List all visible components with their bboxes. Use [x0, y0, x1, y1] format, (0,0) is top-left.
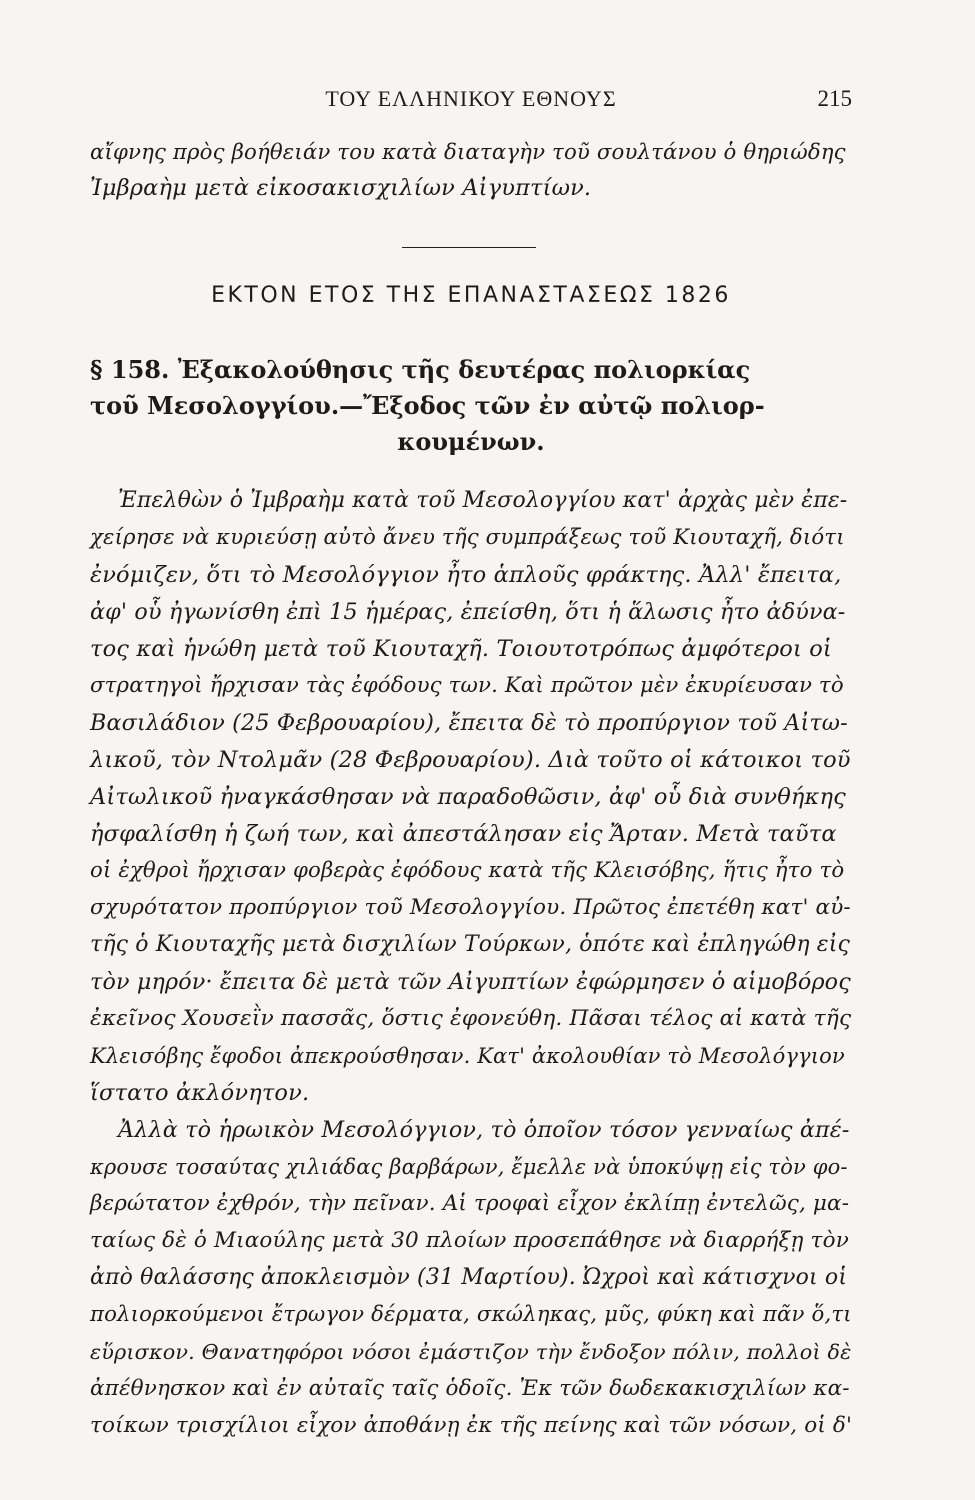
text-line: Ἰμβραὴμ μετὰ εἰκοσακισχιλίων Αἰγυπτίων. [90, 175, 592, 201]
running-head [90, 86, 852, 118]
text-line: Κλεισόβης ἔφοδοι ἀπεκρούσθησαν. Κατ' ἀκολουθίαν τὸ Μεσολόγγιον [90, 1044, 845, 1068]
chapter-heading-line: τοῦ Μεσολογγίου.—Ἔξοδος τῶν ἐν αὐτῷ πολιορ- [90, 391, 765, 420]
text-line: ἠσφαλίσθη ἡ ζωή των, καὶ ἀπεστάλησαν εἰς Ἄρταν. Μετὰ ταῦτα [90, 821, 837, 847]
text-line: Αἰτωλικοῦ ἠναγκάσθησαν νὰ παραδοθῶσιν, ἀφ' οὗ διὰ συνθήκης [90, 784, 846, 810]
text-line: τῆς ὁ Κιουταχῆς μετὰ δισχιλίων Τούρκων, ὁπότε καὶ ἐπληγώθη εἰς [90, 932, 851, 957]
running-title: ΤΟΥ ΕΛΛΗΝΙΚΟΥ ΕΘΝΟΥΣ [325, 86, 617, 111]
text-line: ἀπέθνησκον καὶ ἐν αὐταῖς ταῖς ὁδοῖς. Ἐκ τῶν δωδεκακισχιλίων κα- [90, 1376, 850, 1401]
text-line: χείρησε νὰ κυριεύσῃ αὐτὸ ἄνευ τῆς συμπράξεως τοῦ Κιουταχῆ, διότι [90, 525, 845, 550]
text-line: ἐκεῖνος Χουσεῒν πασσᾶς, ὅστις ἐφονεύθη. Πᾶσαι τέλος αἱ κατὰ τῆς [90, 1006, 852, 1031]
section-title: ΕΚΤΟΝ ΕΤΟΣ ΤΗΣ ΕΠΑΝΑΣΤΑΣΕΩΣ 1826 [211, 283, 731, 308]
text-line: στρατηγοὶ ἤρχισαν τὰς ἐφόδους των. Καὶ πρῶτον μὲν ἐκυρίευσαν τὸ [90, 673, 844, 698]
section-divider [402, 247, 536, 248]
text-line: τὸν μηρόν· ἔπειτα δὲ μετὰ τῶν Αἰγυπτίων ἐφώρμησεν ὁ αἱμοβόρος [90, 969, 851, 995]
text-line: Ἀλλὰ τὸ ἡρωικὸν Μεσολόγγιον, τὸ ὁποῖον τόσον γενναίως ἀπέ- [118, 1117, 850, 1143]
text-line: λικοῦ, τὸν Ντολμᾶν (28 Φεβρουαρίου). Διὰ τοῦτο οἱ κάτοικοι τοῦ [90, 747, 851, 773]
text-line: ἀπὸ θαλάσσης ἀποκλεισμὸν (31 Μαρτίου). Ὠχροὶ καὶ κάτισχνοι οἱ [90, 1265, 848, 1290]
text-line: ἐνόμιζεν, ὅτι τὸ Μεσολόγγιον ἦτο ἁπλοῦς φράκτης. Ἀλλ' ἔπειτα, [90, 562, 842, 588]
text-line: οἱ ἐχθροὶ ἤρχισαν φοβερὰς ἐφόδους κατὰ τῆς Κλεισόβης, ἥτις ἦτο τὸ [90, 858, 845, 883]
text-line: ἀφ' οὗ ἠγωνίσθη ἐπὶ 15 ἡμέρας, ἐπείσθη, ὅτι ἡ ἅλωσις ἦτο ἀδύνα- [90, 599, 846, 625]
text-line: τος καὶ ἡνώθη μετὰ τοῦ Κιουταχῆ. Τοιουτοτρόπως ἀμφότεροι οἱ [90, 636, 832, 662]
text-line: αἴφνης πρὸς βοήθειάν του κατὰ διαταγὴν τοῦ σουλτάνου ὁ θηριώδης [90, 140, 846, 165]
text-line: βερώτατον ἐχθρόν, τὴν πεῖναν. Αἱ τροφαὶ εἶχον ἐκλίπῃ ἐντελῶς, μα- [90, 1191, 850, 1216]
text-line: ταίως δὲ ὁ Μιαούλης μετὰ 30 πλοίων προσεπάθησε νὰ διαρρήξῃ τὸν [90, 1228, 849, 1253]
text-line: τοίκων τρισχίλιοι εἶχον ἀποθάνῃ ἐκ τῆς πείνης καὶ τῶν νόσων, οἱ δ' [90, 1413, 853, 1438]
text-line: ἵστατο ἀκλόνητον. [90, 1080, 310, 1106]
text-line: σχυρότατον προπύργιον τοῦ Μεσολογγίου. Πρῶτος ἐπετέθη κατ' αὐ- [90, 895, 851, 920]
text-line: κρουσε τοσαύτας χιλιάδας βαρβάρων, ἔμελλε νὰ ὑποκύψῃ εἰς τὸν φο- [90, 1155, 848, 1179]
page-number: 215 [817, 86, 852, 111]
text-line: εὕρισκον. Θανατηφόροι νόσοι ἐμάστιζον τὴν ἔνδοξον πόλιν, πολλοὶ δὲ [90, 1340, 852, 1364]
text-line: πολιορκούμενοι ἔτρωγον δέρματα, σκώληκας, μῦς, φύκη καὶ πᾶν ὅ,τι [90, 1302, 852, 1327]
text-line: Ἐπελθὼν ὁ Ἰμβραὴμ κατὰ τοῦ Μεσολογγίου κατ' ἀρχὰς μὲν ἐπε- [118, 488, 848, 513]
chapter-heading-line: § 158. Ἐξακολούθησις τῆς δευτέρας πολιορκίας [90, 355, 751, 384]
text-line: Βασιλάδιον (25 Φεβρουαρίου), ἔπειτα δὲ τὸ προπύργιον τοῦ Αἰτω- [90, 710, 848, 736]
chapter-heading-line: κουμένων. [397, 427, 545, 456]
